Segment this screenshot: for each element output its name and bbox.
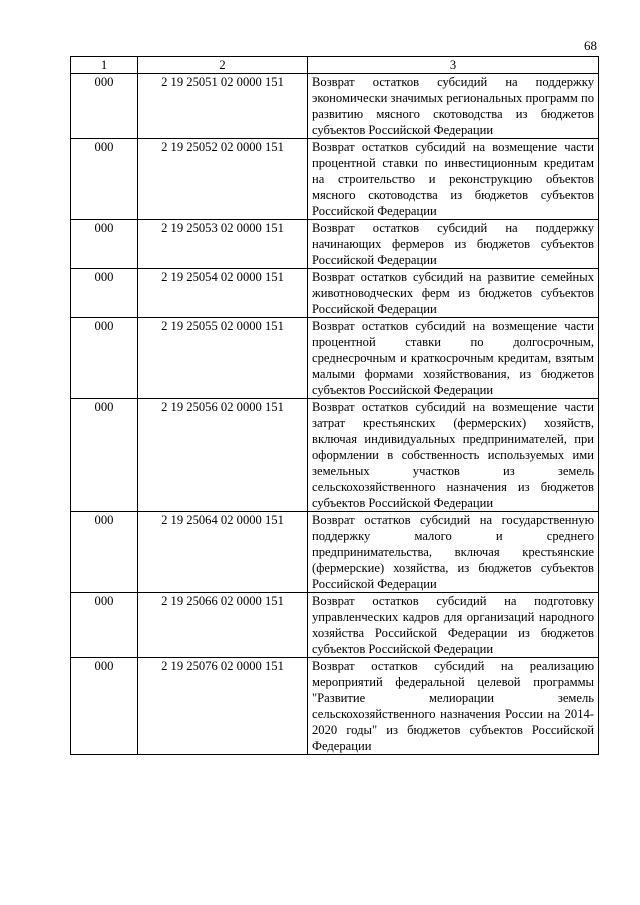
admin-code-cell: 000 [71,269,138,318]
table-row [71,318,599,399]
description-cell: Возврат остатков субсидий на возмещение части затрат крестьянских (фермерских) хозяйств, включая индивидуальных предпринимателей, при оформлении в собственность используемых ими земельных участков из земель сельскохозяйственного назначения из бюджетов субъектов Российской Федерации [308,399,599,512]
budget-code-cell: 2 19 25054 02 0000 151 [138,269,308,318]
description-cell: Возврат остатков субсидий на подготовку управленческих кадров для организаций народного хозяйства Российской Федерации из бюджетов субъектов Российской Федерации [308,593,599,658]
budget-code-table [70,56,599,755]
description-cell: Возврат остатков субсидий на возмещение части процентной ставки по долгосрочным, среднесрочным и краткосрочным кредитам, взятым малыми формами хозяйствования, из бюджетов субъектов Российской Федерации [308,318,599,399]
column-header-2: 2 [138,57,308,74]
description-cell: Возврат остатков субсидий на поддержку экономически значимых региональных программ по развитию мясного скотоводства из бюджетов субъектов Российской Федерации [308,74,599,139]
budget-code-cell: 2 19 25051 02 0000 151 [138,74,308,139]
description-cell: Возврат остатков субсидий на возмещение части процентной ставки по инвестиционным кредитам на строительство и реконструкцию объектов мясного скотоводства из бюджетов субъектов Российской Федерации [308,139,599,220]
table-row [71,658,599,755]
budget-code-cell: 2 19 25052 02 0000 151 [138,139,308,220]
admin-code-cell: 000 [71,74,138,139]
table-row [71,593,599,658]
budget-code-cell: 2 19 25064 02 0000 151 [138,512,308,593]
budget-code-cell: 2 19 25076 02 0000 151 [138,658,308,755]
table-row [71,220,599,269]
description-cell: Возврат остатков субсидий на развитие семейных животноводческих ферм из бюджетов субъектов Российской Федерации [308,269,599,318]
table-row [71,269,599,318]
description-cell: Возврат остатков субсидий на реализацию мероприятий федеральной целевой программы "Развитие мелиорации земель сельскохозяйственного назначения России на 2014-2020 годы" из бюджетов субъектов Российской Федерации [308,658,599,755]
admin-code-cell: 000 [71,512,138,593]
admin-code-cell: 000 [71,139,138,220]
budget-code-cell: 2 19 25056 02 0000 151 [138,399,308,512]
budget-code-cell: 2 19 25055 02 0000 151 [138,318,308,399]
admin-code-cell: 000 [71,593,138,658]
column-header-3: 3 [308,57,599,74]
admin-code-cell: 000 [71,318,138,399]
column-header-1: 1 [71,57,138,74]
description-cell: Возврат остатков субсидий на поддержку начинающих фермеров из бюджетов субъектов Российской Федерации [308,220,599,269]
table-row [71,139,599,220]
table-row [71,512,599,593]
admin-code-cell: 000 [71,399,138,512]
budget-code-cell: 2 19 25053 02 0000 151 [138,220,308,269]
table-row [71,399,599,512]
admin-code-cell: 000 [71,658,138,755]
table-header-row [71,57,599,74]
budget-code-cell: 2 19 25066 02 0000 151 [138,593,308,658]
page-number: 68 [584,38,597,53]
admin-code-cell: 000 [71,220,138,269]
description-cell: Возврат остатков субсидий на государственную поддержку малого и среднего предпринимательства, включая крестьянские (фермерские) хозяйства, из бюджетов субъектов Российской Федерации [308,512,599,593]
table-row [71,74,599,139]
